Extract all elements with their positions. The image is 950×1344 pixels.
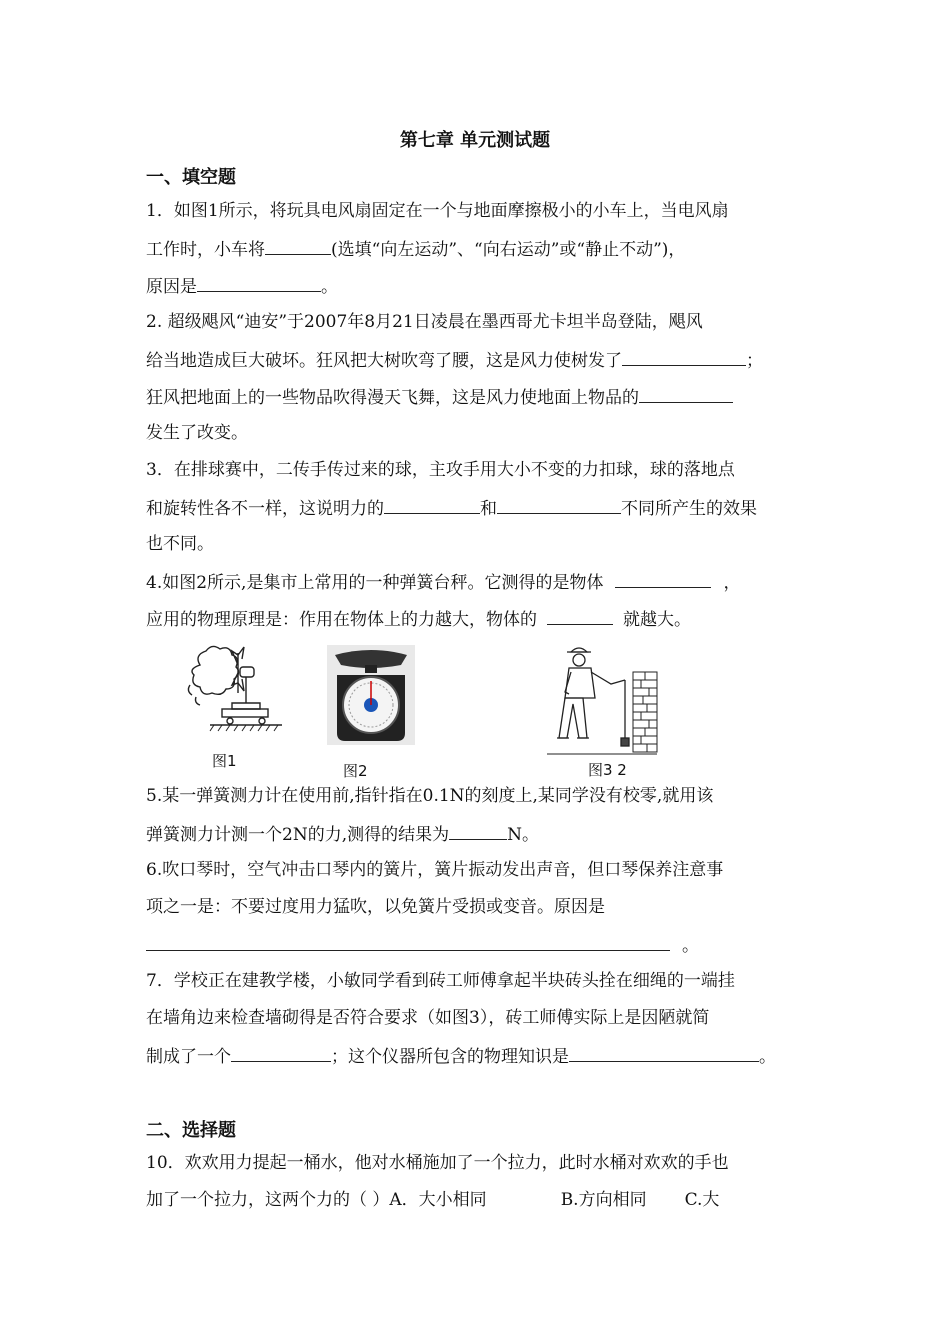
q4-line-2 xyxy=(146,606,691,632)
q3-line-3: 也不同。 xyxy=(146,534,214,554)
q10-option-b: B.方向相同 xyxy=(560,1190,647,1210)
q3-text-b: 和 xyxy=(480,499,497,519)
q10-option-c: C.大 xyxy=(684,1190,720,1210)
section-choice-heading: 二、选择题 xyxy=(146,1120,236,1141)
q2-text-b: ； xyxy=(746,351,763,371)
q1-line-1: 1．如图1所示，将玩具电风扇固定在一个与地面摩擦极小的小车上，当电风扇 xyxy=(146,201,729,221)
q7-blank-2[interactable] xyxy=(569,1043,759,1062)
q4-text-b: ， xyxy=(723,573,741,593)
q3-line-1: 3．在排球赛中，二传手传过来的球，主攻手用大小不变的力扣球，球的落地点 xyxy=(146,460,735,480)
page-title: 第七章 单元测试题 xyxy=(399,130,551,151)
q10-line-2 xyxy=(146,1188,719,1212)
q1-text-c: 原因是 xyxy=(146,277,197,297)
q4-text-a: 4.如图2所示,是集市上常用的一种弹簧台秤。它测得的是物体 xyxy=(146,573,604,593)
figure-2-spring-scale xyxy=(327,645,415,745)
figure-2-caption: 图2 xyxy=(343,762,368,780)
q2-text-a: 给当地造成巨大破坏。狂风把大树吹弯了腰，这是风力使树发了 xyxy=(146,351,622,371)
q5-line-2 xyxy=(146,821,539,847)
q4-line-1 xyxy=(146,569,740,595)
q7-line-2: 在墙角边来检查墙砌得是否符合要求（如图3），砖工师傅实际上是因陋就简 xyxy=(146,1008,710,1028)
q3-blank-1[interactable] xyxy=(384,495,480,514)
section-fill-heading: 一、填空题 xyxy=(146,167,236,188)
q2-line-1: 2. 超级飓风“迪安”于2007年8月21日凌晨在墨西哥尤卡坦半岛登陆，飓风 xyxy=(146,312,703,332)
q7-line-1: 7．学校正在建教学楼，小敏同学看到砖工师傅拿起半块砖头拴在细绳的一端挂 xyxy=(146,971,735,991)
q2-line-2 xyxy=(146,347,763,373)
q3-text-a: 和旋转性各不一样，这说明力的 xyxy=(146,499,384,519)
q4-blank-1[interactable] xyxy=(615,569,711,588)
q4-blank-2[interactable] xyxy=(547,606,613,625)
q5-blank-1[interactable] xyxy=(449,821,507,840)
q1-line-3 xyxy=(146,273,338,299)
q1-blank-1[interactable] xyxy=(265,236,331,255)
q2-blank-2[interactable] xyxy=(639,384,733,403)
q7-blank-1[interactable] xyxy=(231,1043,331,1062)
figure-3-caption: 图3 2 xyxy=(588,761,627,779)
q4-text-c: 应用的物理原理是：作用在物体上的力越大，物体的 xyxy=(146,610,537,630)
q3-blank-2[interactable] xyxy=(497,495,621,514)
q5-text-b: N。 xyxy=(507,825,539,845)
q5-line-1: 5.某一弹簧测力计在使用前,指针指在0.1N的刻度上,某同学没有校零,就用该 xyxy=(146,786,714,806)
q5-text-a: 弹簧测力计测一个2N的力,测得的结果为 xyxy=(146,825,450,845)
q6-line-1: 6.吹口琴时，空气冲击口琴内的簧片，簧片振动发出声音，但口琴保养注意事 xyxy=(146,860,724,880)
figure-1-caption: 图1 xyxy=(212,752,237,770)
q7-text-a: 制成了一个 xyxy=(146,1047,231,1067)
q3-text-c: 不同所产生的效果 xyxy=(621,499,757,519)
q10-text-a: 加了一个拉力，这两个力的（ ）A．大小相同 xyxy=(146,1190,487,1210)
q1-text-b: (选填“向左运动”、“向右运动”或“静止不动”)， xyxy=(331,240,686,260)
q7-text-c: 。 xyxy=(759,1047,776,1067)
q4-text-d: 就越大。 xyxy=(623,610,691,630)
q7-line-3 xyxy=(146,1043,776,1069)
figure-1-fan-cart xyxy=(180,645,285,735)
q1-line-2 xyxy=(146,236,685,262)
figure-3-bricklayer xyxy=(545,642,660,757)
q2-line-4: 发生了改变。 xyxy=(146,423,248,443)
q2-blank-1[interactable] xyxy=(622,347,746,366)
q1-text-d: 。 xyxy=(321,277,338,297)
q6-text-end: 。 xyxy=(682,936,699,956)
q6-line-2: 项之一是：不要过度用力猛吹，以免簧片受损或变音。原因是 xyxy=(146,897,605,917)
q6-blank-1[interactable] xyxy=(146,932,670,951)
q1-blank-2[interactable] xyxy=(197,273,321,292)
q7-text-b: ；这个仪器所包含的物理知识是 xyxy=(331,1047,569,1067)
q3-line-2 xyxy=(146,495,757,521)
q2-line-3 xyxy=(146,384,733,410)
q6-line-3 xyxy=(146,932,699,958)
q2-text-c: 狂风把地面上的一些物品吹得漫天飞舞，这是风力使地面上物品的 xyxy=(146,388,639,408)
q1-text-a: 工作时，小车将 xyxy=(146,240,265,260)
q10-line-1: 10．欢欢用力提起一桶水，他对水桶施加了一个拉力，此时水桶对欢欢的手也 xyxy=(146,1153,729,1173)
